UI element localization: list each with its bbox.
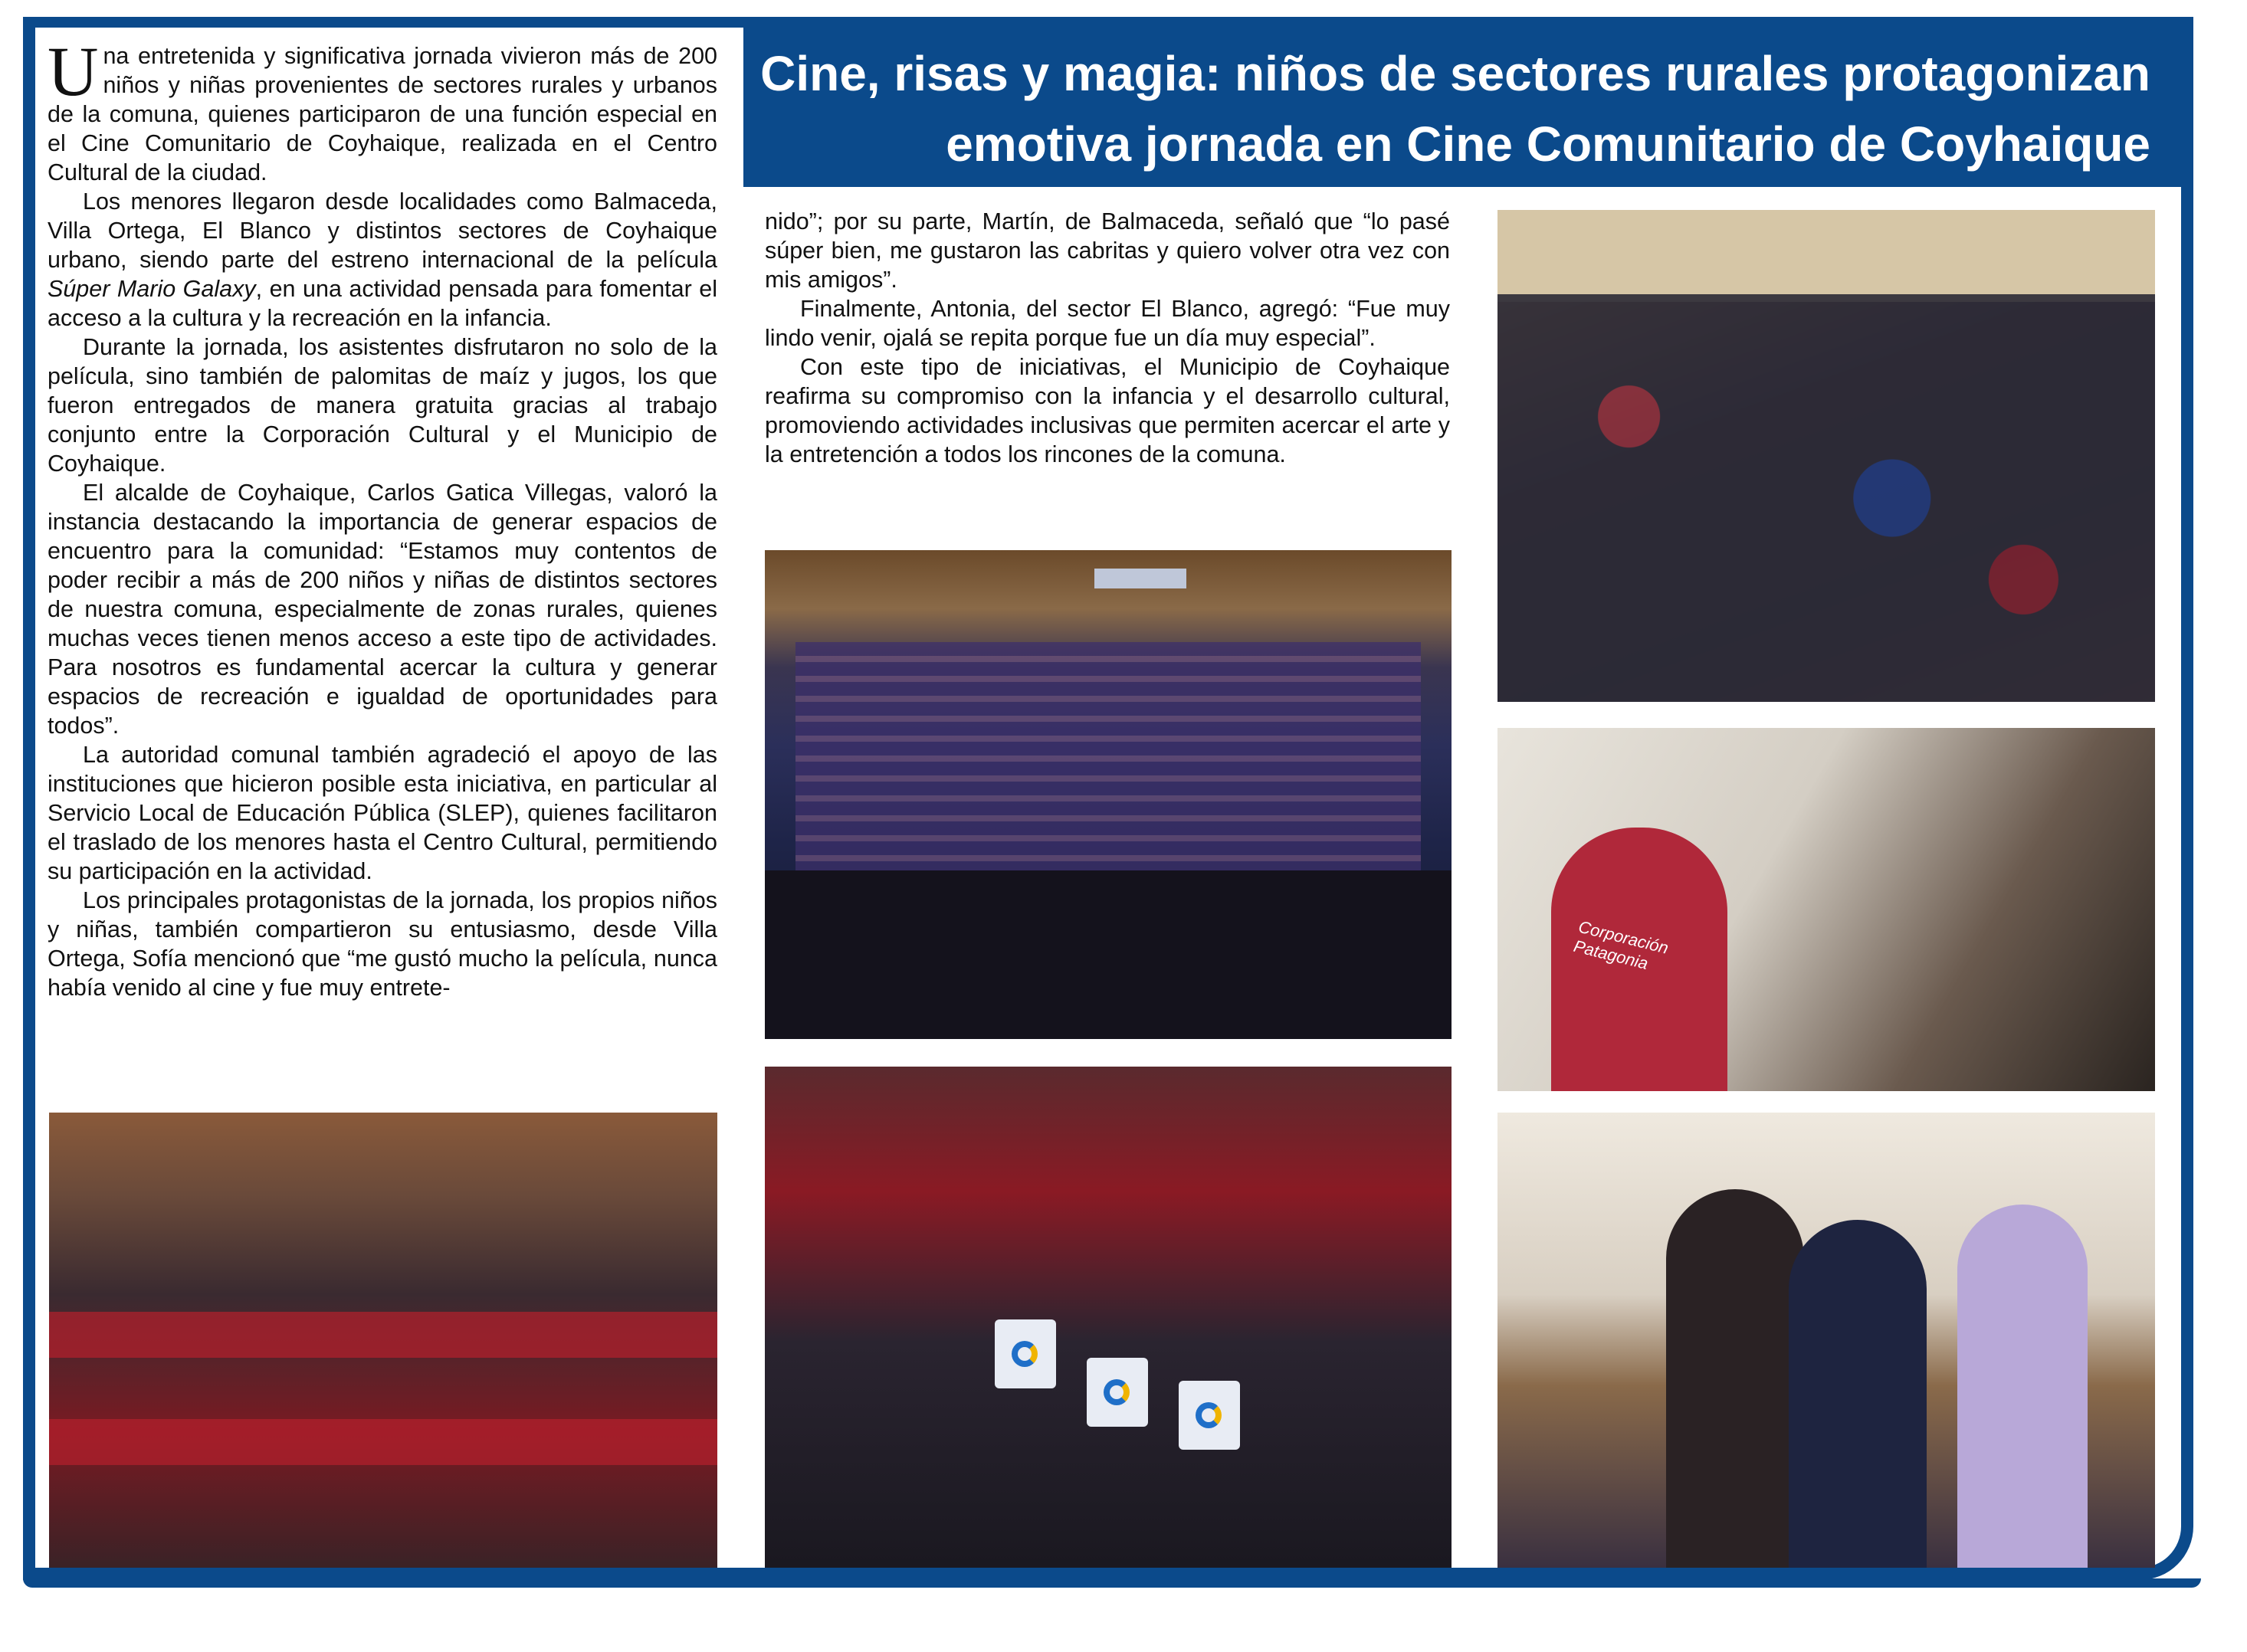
paragraph-9: Con este tipo de iniciativas, el Municipio de Coyhaique reafirma su compromiso con la infancia y el desarrollo cultural, promoviendo actividades inclusivas que permiten acercar el arte y la entretención a todos los rincones de la comuna.: [765, 354, 1450, 467]
photo-kids-popcorn: [765, 1067, 1452, 1568]
front-row-guests: [765, 870, 1452, 1039]
paragraph-3: Durante la jornada, los asistentes disfrutaron no solo de la película, sino también de palomitas de maíz y jugos, los que fueron entregados de manera gratuita gracias al trabajo conjunto entre la Corporación Cultural y el Municipio de Coyhaique.: [48, 334, 717, 477]
paragraph-8: Finalmente, Antonia, del sector El Blanco, agregó: “Fue muy lindo venir, ojalá se repita porque fue un día muy especial”.: [765, 296, 1450, 351]
photo-staircase-popcorn: [1497, 728, 2155, 1091]
crowd-of-children: [1497, 294, 2155, 702]
photo-woman-with-children: [1497, 1113, 2155, 1568]
paragraph-5: La autoridad comunal también agradeció el apoyo de las instituciones que hicieron posible esta iniciativa, en particular al Servicio Local de Educación Pública (SLEP), quienes facilitaron el traslado de los menores hasta el Centro Cultural, permitiendo su participación en la actividad.: [48, 742, 717, 884]
cinema-screen: [1094, 569, 1186, 588]
photo-theater-audience: [765, 550, 1452, 1039]
red-jacket-staff: [1551, 828, 1727, 1091]
article-column-2: [765, 207, 1450, 469]
paragraph-1-text: na entretenida y significativa jornada vivieron más de 200 niños y niñas provenientes de sectores rurales y urbanos de la comuna, quienes participaron de una función especial en el Cine Comunitario de Coyhaique, realizada en el Centro Cultural de la ciudad.: [48, 43, 717, 185]
movie-title: Súper Mario Galaxy: [48, 276, 256, 302]
headline-banner: [743, 28, 2181, 187]
jacket-logo-text: Corporación Patagonia: [1571, 916, 1671, 974]
article-column-1: [48, 32, 718, 1002]
paragraph-6: Los principales protagonistas de la jornada, los propios niños y niñas, también compartieron su entusiasmo, desde Villa Ortega, Sofía mencionó que “me gustó mucho la película, nunca había venido al cine y fue muy entrete-: [48, 887, 717, 1001]
paragraph-4: El alcalde de Coyhaique, Carlos Gatica Villegas, valoró la instancia destacando la importancia de generar espacios de encuentro para la comunidad: “Estamos muy contentos de poder recibir a más de 200 niños y niñas de distintos sectores de nuestra comuna, especialmente de zonas rurales, quienes muchas veces tienen menos acceso a este tipo de actividades. Para nosotros es fundamental acercar la cultura y generar espacios de recreación e igualdad de oportunidades para todos”.: [48, 480, 717, 739]
boy-figure: [1789, 1220, 1927, 1568]
paragraph-2-text-a: Los menores llegaron desde localidades como Balmaceda, Villa Ortega, El Blanco y distintos sectores de Coyhaique urbano, siendo parte del estreno internacional de la película: [48, 188, 717, 273]
red-seat-row: [49, 1312, 717, 1358]
red-seat-row: [49, 1419, 717, 1465]
paragraph-2: [48, 187, 717, 333]
page-frame-bottom: [23, 1578, 2201, 1588]
photo-children-red-seats: [49, 1113, 717, 1568]
paragraph-7: nido”; por su parte, Martín, de Balmaceda, señaló que “lo pasé súper bien, me gustaron las cabritas y quiero volver otra vez con mis amigos”.: [765, 208, 1450, 293]
headline-line-2: emotiva jornada en Cine Comunitario de Coyhaique: [946, 116, 2150, 172]
paragraph-2-text-b: , en una actividad pensada para fomentar el acceso a la cultura y la recreación en la infancia.: [48, 276, 718, 331]
woman-figure: [1666, 1189, 1804, 1568]
headline-line-1: Cine, risas y magia: niños de sectores rurales protagonizan: [760, 46, 2150, 101]
paragraph-1: [48, 32, 717, 187]
popcorn-box: [1179, 1381, 1240, 1450]
hall-wall: [1497, 210, 2155, 302]
girl-figure: [1957, 1205, 2088, 1568]
drop-cap: U: [48, 32, 99, 110]
popcorn-box: [995, 1319, 1056, 1388]
popcorn-box: [1087, 1358, 1148, 1427]
seat-rows: [795, 642, 1421, 872]
photo-crowd-hall: [1497, 210, 2155, 702]
